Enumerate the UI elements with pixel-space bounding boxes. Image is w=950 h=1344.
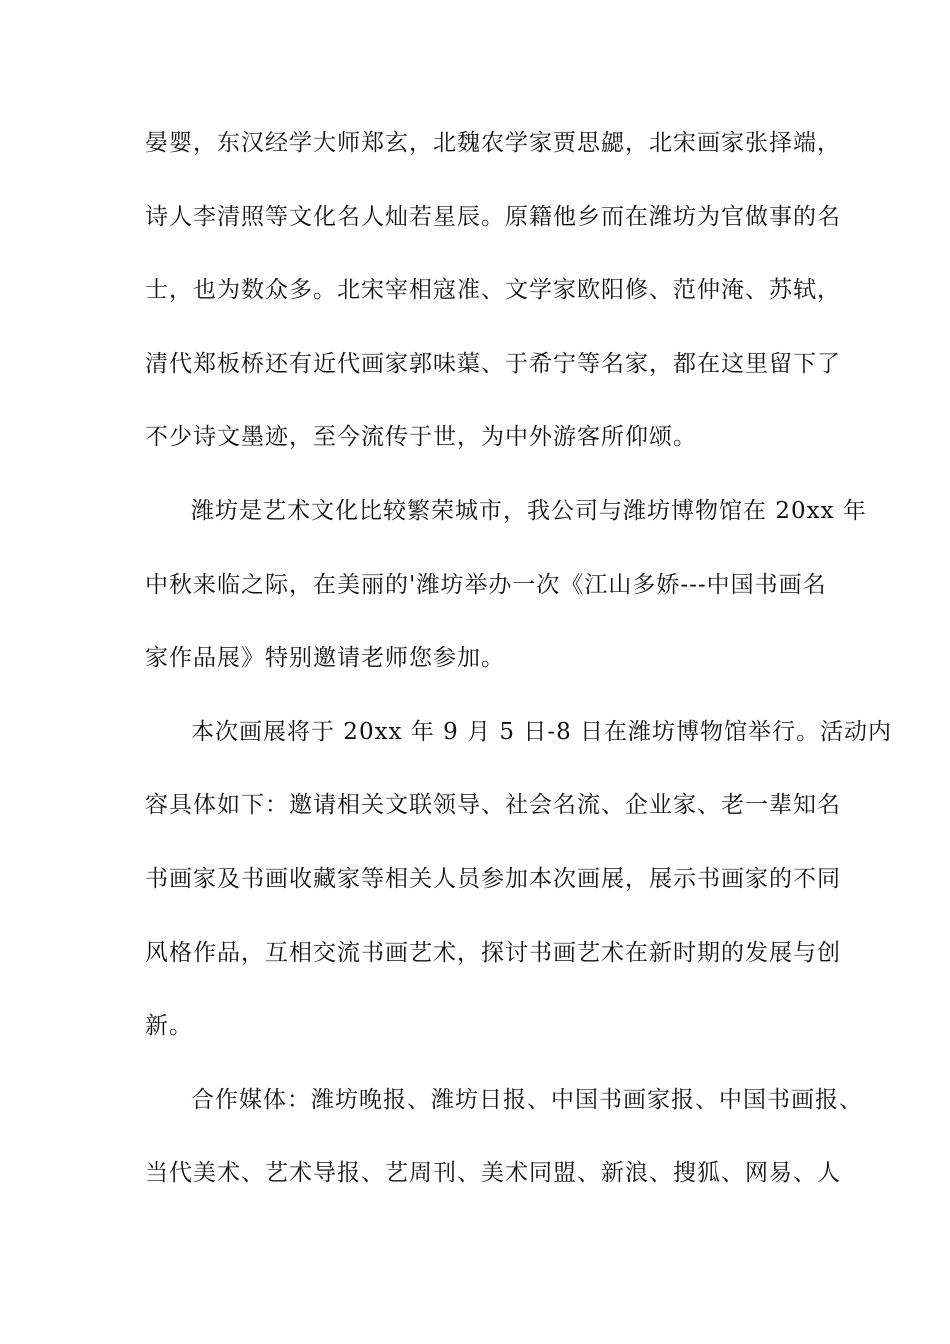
paragraph-start-line: 本次画展将于 20xx 年 9 月 5 日-8 日在潍坊博物馆举行。活动内 [191,718,893,745]
text-line: 士，也为数众多。北宋宰相寇准、文学家欧阳修、范仲淹、苏轼， [145,277,841,304]
text-line: 家作品展》特别邀请老师您参加。 [145,645,505,672]
text-line: 中秋来临之际，在美丽的'潍坊举办一次《江山多娇---中国书画名 [145,571,827,598]
text-line: 风格作品，互相交流书画艺术，探讨书画艺术在新时期的发展与创 [145,939,841,966]
text-line: 新。 [145,1013,193,1040]
text-line: 晏婴，东汉经学大师郑玄，北魏农学家贾思勰，北宋画家张择端， [145,130,841,156]
text-line: 书画家及书画收藏家等相关人员参加本次画展，展示书画家的不同 [145,865,841,892]
paragraph-start-line: 潍坊是艺术文化比较繁荣城市，我公司与潍坊博物馆在 20xx 年 [191,497,867,524]
paragraph-start-line: 合作媒体：潍坊晚报、潍坊日报、中国书画家报、中国书画报、 [191,1086,863,1113]
text-line: 诗人李清照等文化名人灿若星辰。原籍他乡而在潍坊为官做事的名 [145,203,841,230]
text-line: 不少诗文墨迹，至今流传于世，为中外游客所仰颂。 [145,424,697,451]
text-line: 当代美术、艺术导报、艺周刊、美术同盟、新浪、搜狐、网易、人 [145,1160,841,1187]
document-body [145,125,893,1229]
text-line: 容具体如下：邀请相关文联领导、社会名流、企业家、老一辈知名 [145,792,841,819]
text-line: 清代郑板桥还有近代画家郭味蕖、于希宁等名家，都在这里留下了 [145,350,841,377]
